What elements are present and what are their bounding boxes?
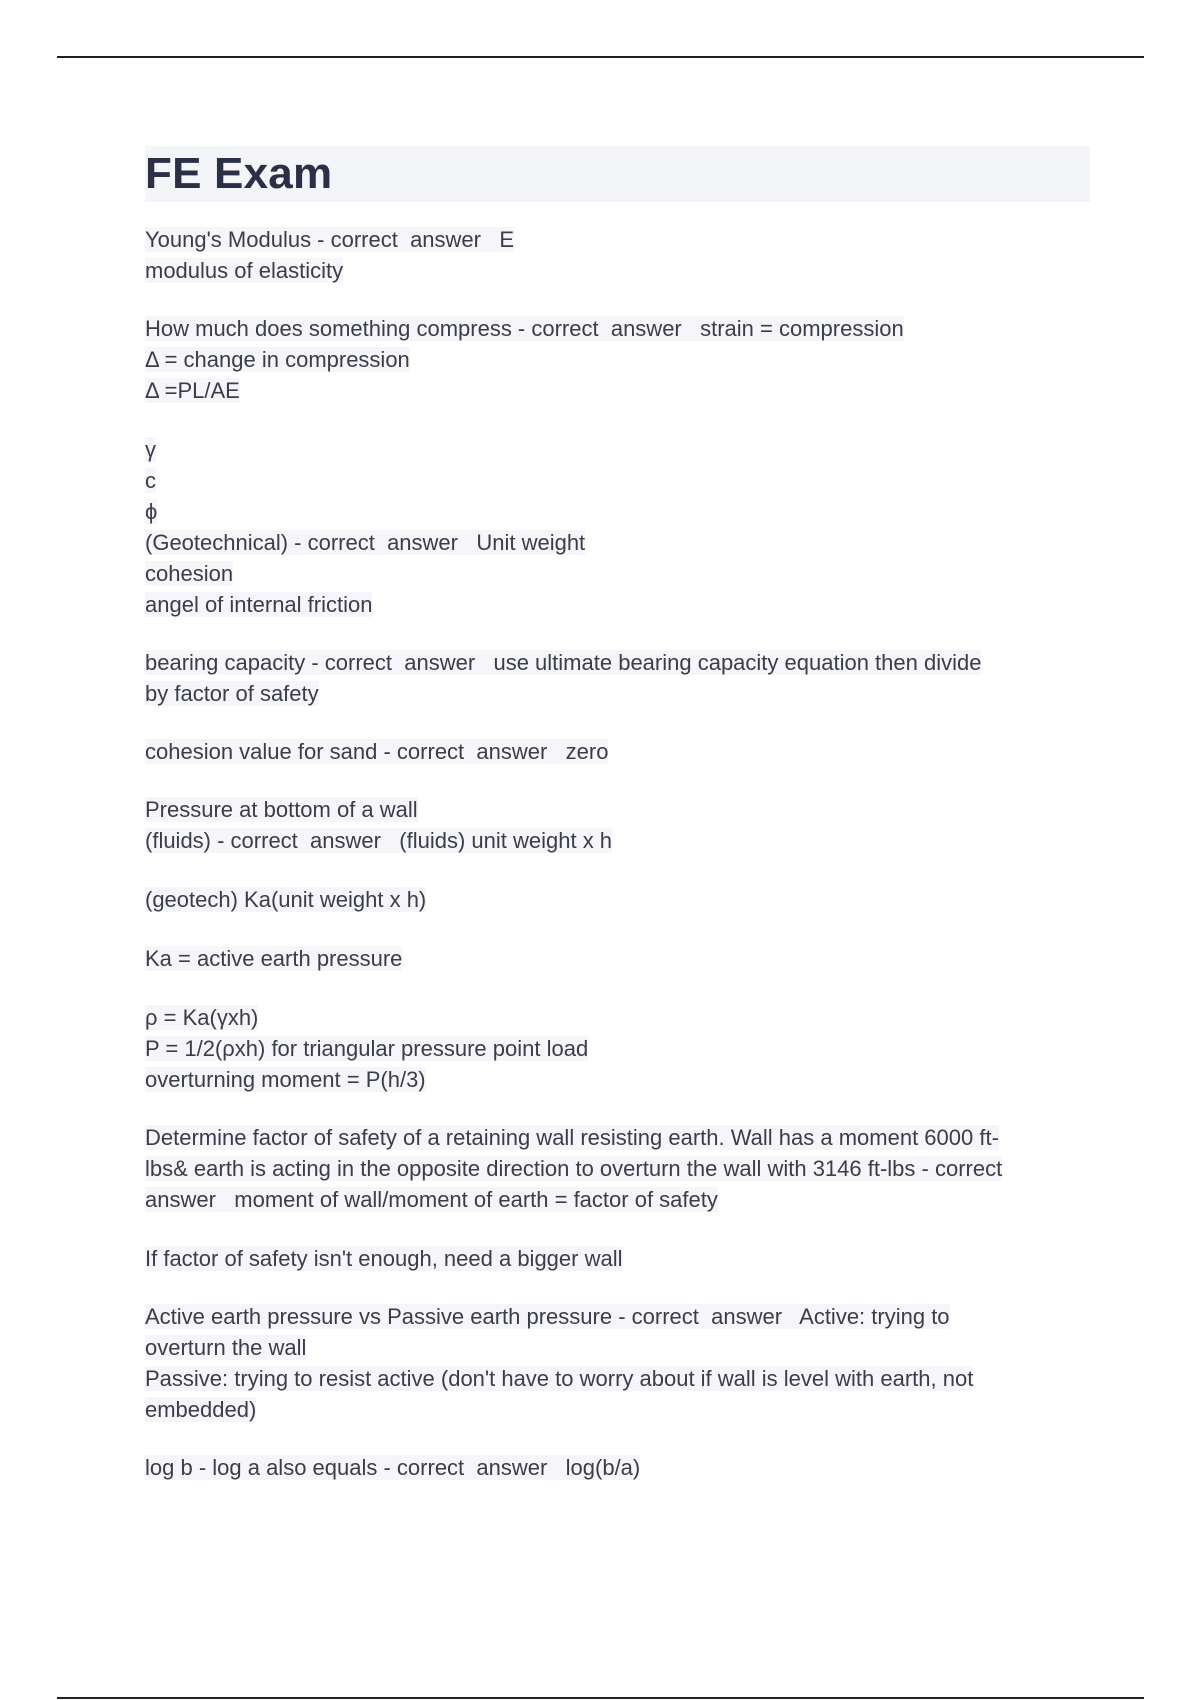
title-band	[145, 146, 1090, 202]
flashcard-text: overturning moment = P(h/3)	[145, 1067, 426, 1092]
flashcard-text: overturn the wall	[145, 1335, 307, 1360]
flashcard-line	[145, 436, 1090, 467]
flashcard-line	[145, 1303, 1090, 1334]
flashcard	[145, 1124, 1090, 1276]
document-body	[145, 146, 1090, 1512]
flashcard-line	[145, 886, 1090, 917]
blank-line	[145, 917, 1090, 945]
flashcard-line	[145, 467, 1090, 498]
flashcard-text: modulus of elasticity	[145, 258, 344, 283]
flashcard	[145, 1303, 1090, 1427]
flashcard-text: by factor of safety	[145, 681, 319, 706]
flashcard-text: answer moment of wall/moment of earth = factor of safety	[145, 1187, 718, 1212]
flashcard-line	[145, 1396, 1090, 1427]
flashcard-line	[145, 796, 1090, 827]
flashcard-line	[145, 680, 1090, 711]
flashcard-text: (geotech) Ka(unit weight x h)	[145, 887, 427, 912]
flashcard-text: Passive: trying to resist active (don't have to worry about if wall is level with earth, not	[145, 1366, 974, 1391]
page-title: FE Exam	[145, 149, 333, 198]
flashcard-text: If factor of safety isn't enough, need a bigger wall	[145, 1246, 623, 1271]
blank-line	[145, 408, 1090, 436]
flashcard-text: Determine factor of safety of a retaining wall resisting earth. Wall has a moment 6000 ft-	[145, 1125, 999, 1150]
flashcard-text: bearing capacity - correct answer use ultimate bearing capacity equation then divide	[145, 650, 982, 675]
flashcard-text: γ	[145, 437, 156, 462]
flashcard	[145, 1454, 1090, 1485]
flashcard-text: angel of internal friction	[145, 592, 373, 617]
flashcard-line	[145, 1124, 1090, 1155]
flashcard-line	[145, 1245, 1090, 1276]
flashcard-text: Active earth pressure vs Passive earth pressure - correct answer Active: trying to	[145, 1304, 950, 1329]
flashcard	[145, 226, 1090, 288]
flashcard-text: Ka = active earth pressure	[145, 946, 403, 971]
flashcard-text: P = 1/2(ρxh) for triangular pressure point load	[145, 1036, 589, 1061]
top-rule	[57, 56, 1144, 58]
flashcard-line	[145, 1155, 1090, 1186]
flashcard-line	[145, 1004, 1090, 1035]
flashcard-text: Δ = change in compression	[145, 347, 410, 372]
flashcard	[145, 649, 1090, 711]
flashcard-line	[145, 649, 1090, 680]
flashcard-list	[145, 226, 1090, 1485]
flashcard-line	[145, 257, 1090, 288]
flashcard-text: cohesion	[145, 561, 234, 586]
flashcard-text: Pressure at bottom of a wall	[145, 797, 418, 822]
flashcard	[145, 738, 1090, 769]
bottom-rule	[57, 1697, 1144, 1699]
flashcard-text: lbs& earth is acting in the opposite direction to overturn the wall with 3146 ft-lbs - correct	[145, 1156, 1003, 1181]
flashcard-text: c	[145, 468, 156, 493]
flashcard-text: Δ =PL/AE	[145, 378, 240, 403]
flashcard-text: How much does something compress - correct answer strain = compression	[145, 316, 904, 341]
flashcard-line	[145, 1035, 1090, 1066]
flashcard-line	[145, 827, 1090, 858]
flashcard-line	[145, 1066, 1090, 1097]
flashcard-line	[145, 591, 1090, 622]
flashcard-line	[145, 738, 1090, 769]
flashcard-line	[145, 945, 1090, 976]
flashcard-line	[145, 346, 1090, 377]
blank-line	[145, 976, 1090, 1004]
flashcard-text: log b - log a also equals - correct answer log(b/a)	[145, 1455, 641, 1480]
flashcard-line	[145, 1186, 1090, 1217]
flashcard-text: cohesion value for sand - correct answer zero	[145, 739, 609, 764]
flashcard	[145, 315, 1090, 622]
flashcard-line	[145, 529, 1090, 560]
flashcard-text: (Geotechnical) - correct answer Unit weight	[145, 530, 586, 555]
flashcard-line	[145, 315, 1090, 346]
flashcard-text: Young's Modulus - correct answer E	[145, 227, 515, 252]
flashcard-line	[145, 1365, 1090, 1396]
flashcard-line	[145, 1334, 1090, 1365]
flashcard-line	[145, 226, 1090, 257]
flashcard-line	[145, 560, 1090, 591]
flashcard-line	[145, 377, 1090, 408]
flashcard-text: embedded)	[145, 1397, 257, 1422]
flashcard	[145, 796, 1090, 1097]
flashcard-text: (fluids) - correct answer (fluids) unit weight x h	[145, 828, 613, 853]
blank-line	[145, 1217, 1090, 1245]
flashcard-line	[145, 1454, 1090, 1485]
flashcard-line	[145, 498, 1090, 529]
flashcard-text: ρ = Ka(γxh)	[145, 1005, 259, 1030]
blank-line	[145, 858, 1090, 886]
flashcard-text: ϕ	[145, 499, 158, 524]
